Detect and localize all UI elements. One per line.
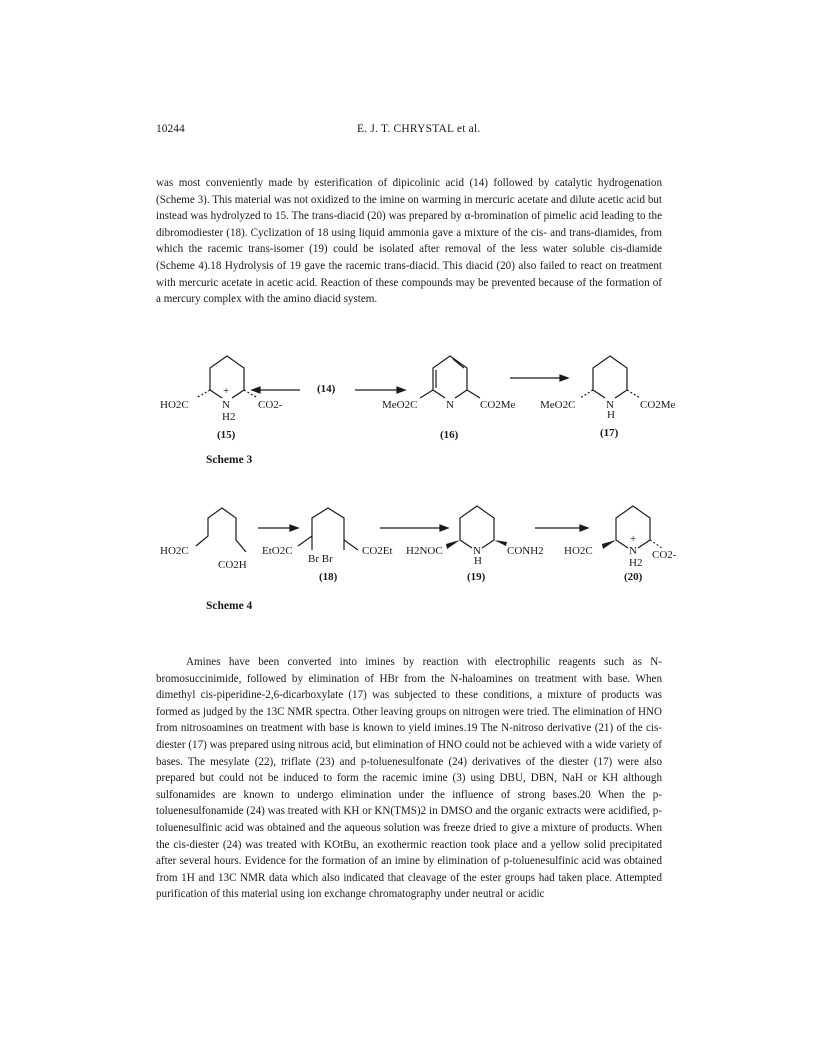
label-h2: H2 xyxy=(222,411,236,423)
label-n-20: N xyxy=(629,545,637,557)
body-paragraph-2 xyxy=(156,654,662,903)
label-h-17: H xyxy=(607,409,615,421)
compound-19: (19) xyxy=(467,571,486,583)
compound-17: (17) xyxy=(600,427,619,439)
page-header xyxy=(0,123,816,139)
label-n-16: N xyxy=(446,399,454,411)
label-co2me-17: CO2Me xyxy=(640,399,676,411)
label-ho2c-4: HO2C xyxy=(160,545,189,557)
scheme-4-title: Scheme 4 xyxy=(206,600,253,612)
scheme-3-drawing xyxy=(150,350,676,470)
label-ho2c: HO2C xyxy=(160,399,189,411)
label-co2et: CO2Et xyxy=(362,545,393,557)
paragraph-text: was most conveniently made by esterification of dipicolinic acid (14) followed by catalytic hydrogenation (Scheme 3). This material was not oxidized to the imine on warming in mercuric acetate and dilute acetic acid but instead was hydrolyzed to 15. The trans-diacid (20) was prepared by α-bromination of pimelic acid leading to the dibromodiester (18). Cyclization of 18 using liquid ammonia gave a mixture of the cis- and trans-diamides, from which the racemic trans-isomer (19) could be isolated after removal of the less water soluble cis-diamide (Scheme 4).18 Hydrolysis of 19 gave the racemic trans-diacid. This diacid (20) also failed to react on treatment with mercuric acetate in acetic acid. Reaction of these compounds may be prevented because of the formation of a mercury complex with the amino diacid system. xyxy=(156,177,662,306)
label-eto2c: EtO2C xyxy=(262,545,293,557)
compound-20: (20) xyxy=(624,571,643,583)
label-meo2c: MeO2C xyxy=(382,399,418,411)
compound-18: (18) xyxy=(319,571,338,583)
label-co2h: CO2H xyxy=(218,559,247,571)
scheme-3 xyxy=(150,350,676,470)
label-h2noc: H2NOC xyxy=(406,545,443,557)
label-br-br: Br Br xyxy=(308,553,333,565)
page-number: 10244 xyxy=(156,123,185,135)
scheme-3-title: Scheme 3 xyxy=(206,454,253,466)
label-h-19: H xyxy=(474,555,482,567)
paragraph-text: Amines have been converted into imines by reaction with electrophilic reagents such as N-bromosuccinimide, followed by elimination of HBr from the N-haloamines on treatment with base. When dimethyl cis-piperidine-2,6-dicarboxylate (17) was subjected to these conditions, a mixture of products was formed as judged by the 13C NMR spectra. Other leaving groups on nitrogen were tried. The elimination of HNO from nitrosoamines on treatment with base is known to yield imines.19 The N-nitroso derivative (21) of the cis-diester (17) was prepared using nitrous acid, but elimination of HNO could not be achieved with a wide variety of bases. The mesylate (22), triflate (23) and p-toluenesulfonate (24) derivatives of the diester (17) were also prepared but could not be induced to form the racemic imine (3) using DBU, DBN, NaH or KH although sulfonamides are known to undergo elimination under the influence of strong bases.20 When the p-toluenesulfonamide (24) was treated with KH or KN(TMS)2 in DMSO and the organic extracts were acidified, p-toluenesulfinic acid was obtained and the aqueous solution was freeze dried to give a mixture of products. When the cis-diester (24) was treated with KOtBu, an exothermic reaction took place and a yellow solid precipitated after several hours. Evidence for the formation of an imine by elimination of p-toluenesulfinic acid was obtained from 1H and 13C NMR data which also indicated that cleavage of the ester groups had taken place. Attempted purification of this material using ion exchange chromatography under neutral or acidic xyxy=(156,656,662,901)
body-paragraph-1 xyxy=(156,175,662,308)
label-meo2c-17: MeO2C xyxy=(540,399,576,411)
label-plus: + xyxy=(223,385,230,397)
compound-15: (15) xyxy=(217,429,236,441)
compound-14: (14) xyxy=(317,383,336,395)
compound-16: (16) xyxy=(440,429,459,441)
running-head: E. J. T. CHRYSTAL et al. xyxy=(357,123,481,135)
scheme-4 xyxy=(150,500,677,620)
label-n: N xyxy=(222,399,230,411)
label-co2-minus: CO2- xyxy=(258,399,283,411)
label-co2-minus-20: CO2- xyxy=(652,549,677,561)
label-h2-20: H2 xyxy=(629,557,643,569)
label-plus-20: + xyxy=(630,533,637,545)
label-co2me: CO2Me xyxy=(480,399,516,411)
label-conh2: CONH2 xyxy=(507,545,544,557)
label-ho2c-20: HO2C xyxy=(564,545,593,557)
label-n-17: N xyxy=(606,399,614,411)
label-n-19: N xyxy=(473,545,481,557)
